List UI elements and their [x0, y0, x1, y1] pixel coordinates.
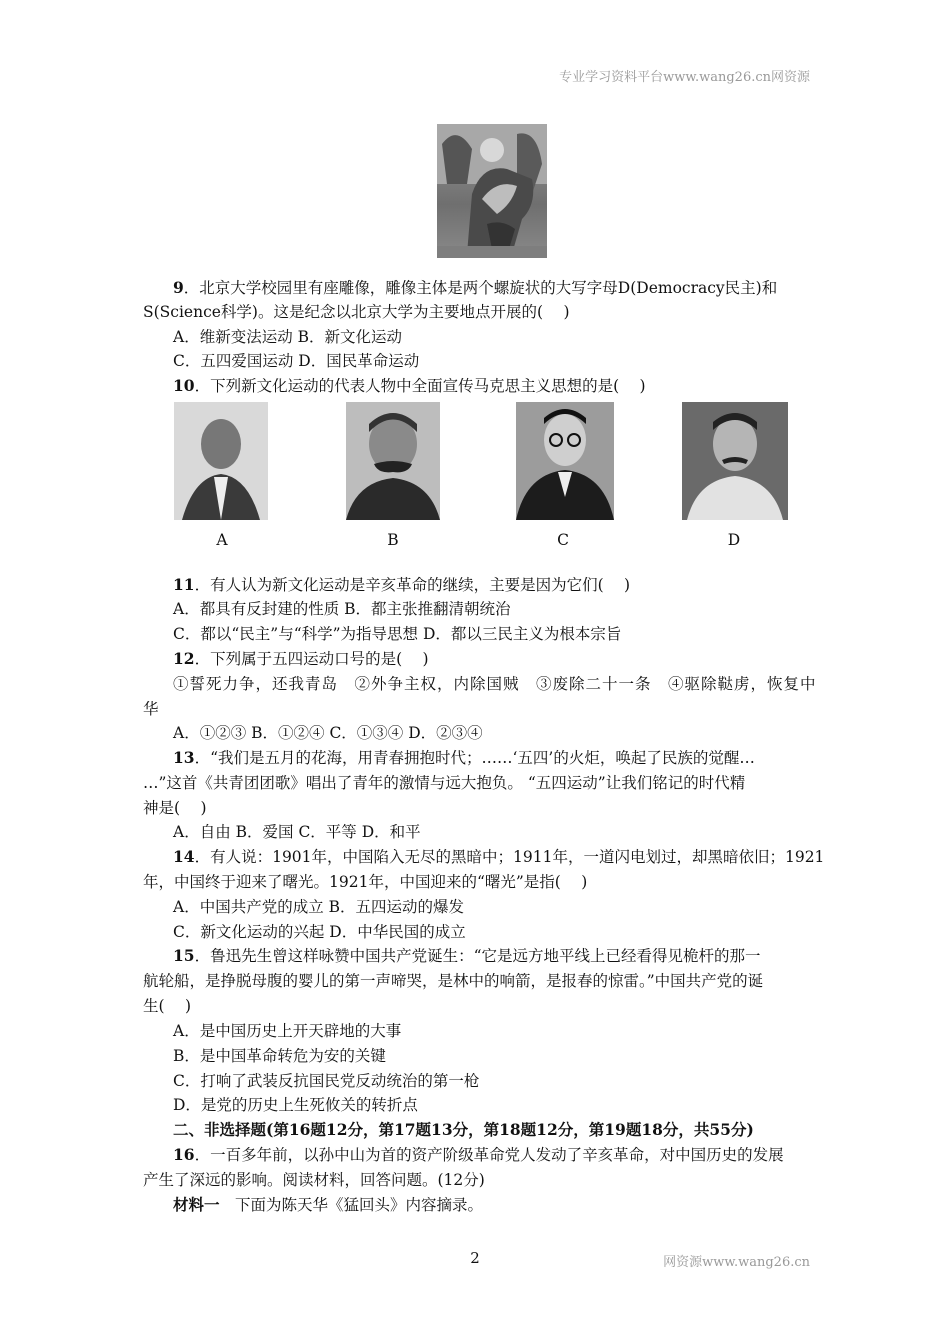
q13-stem-line2: …”这首《共青团团歌》唱出了青年的激情与远大抱负。 “五四运动”让我们铭记的时代精: [143, 774, 746, 792]
q12-text: ．下列属于五四运动口号的是( ): [194, 650, 429, 668]
q15-option-d: D．是党的历史上生死攸关的转折点: [173, 1096, 418, 1114]
caption-b: B: [387, 531, 399, 549]
page-footer: 网资源www.wang26.cn: [663, 1255, 810, 1270]
q9-options-cd: C．五四爱国运动 D．国民革命运动: [173, 352, 420, 370]
portrait-c-figure: [516, 402, 614, 520]
q15-option-c: C．打响了武装反抗国民党反动统治的第一枪: [173, 1072, 480, 1090]
q14-number: 14: [173, 847, 195, 866]
q11-number: 11: [173, 575, 195, 594]
q14-stem-line2: 年，中国终于迎来了曙光。1921年，中国迎来的“曙光”是指( ): [143, 873, 588, 891]
q12-stem: [143, 647, 841, 671]
caption-a: A: [216, 531, 228, 549]
q15-stem-line2: 航轮船，是挣脱母腹的婴儿的第一声啼哭，是林中的响箭，是报春的惊雷。”中国共产党的诞: [143, 972, 764, 990]
q16-material: [143, 1193, 841, 1217]
q16-stem-line2: 产生了深远的影响。阅读材料，回答问题。(12分): [143, 1171, 485, 1189]
q12-items-line1: ①誓死力争，还我青岛 ②外争主权，内除国贼 ③废除二十一条 ④驱除鞑虏，恢复中: [173, 675, 817, 693]
portrait-b-figure: [346, 402, 440, 520]
q14-text1: ．有人说：1901年，中国陷入无尽的黑暗中；1911年，一道闪电划过，却黑暗依旧；1921: [194, 848, 825, 866]
portrait-b: [346, 402, 440, 520]
section2-title: 二、非选择题(第16题12分，第17题13分，第18题12分，第19题18分，共55分): [173, 1120, 754, 1139]
caption-c: C: [557, 531, 569, 549]
q10-stem: [143, 374, 841, 398]
page-header: 专业学习资料平台www.wang26.cn网资源: [559, 70, 810, 85]
portrait-a: [174, 402, 268, 520]
q11-text: ．有人认为新文化运动是辛亥革命的继续，主要是因为它们( ): [194, 576, 631, 594]
q12-options: A．①②③ B．①②④ C．①③④ D．②③④: [173, 724, 483, 742]
q12-items-line2: 华: [143, 700, 159, 718]
sculpture-photo: [437, 124, 547, 258]
caption-d: D: [727, 531, 741, 549]
q11-options-cd: C．都以“民主”与“科学”为指导思想 D．都以三民主义为根本宗旨: [173, 625, 622, 643]
portrait-c: [516, 402, 614, 520]
q16-material-label: 材料一: [173, 1195, 220, 1214]
q10-text: ．下列新文化运动的代表人物中全面宣传马克思主义思想的是( ): [194, 377, 646, 395]
q14-options-cd: C．新文化运动的兴起 D．中华民国的成立: [173, 923, 466, 941]
portrait-a-figure: [174, 402, 268, 520]
q15-stem-line3: 生( ): [143, 997, 192, 1015]
q13-text1: ．“我们是五月的花海，用青春拥抱时代；……‘五四’的火炬，唤起了民族的觉醒…: [194, 749, 755, 767]
q12-number: 12: [173, 649, 195, 668]
q13-number: 13: [173, 748, 195, 767]
q15-stem-line1: [143, 944, 841, 968]
portrait-d-figure: [682, 402, 788, 520]
q15-option-b: B．是中国革命转危为安的关键: [173, 1047, 386, 1065]
q9-number: 9: [173, 278, 184, 297]
q10-number: 10: [173, 376, 195, 395]
q11-options-ab: A．都具有反封建的性质 B．都主张推翻清朝统治: [173, 600, 511, 618]
q15-text1: ．鲁迅先生曾这样咏赞中国共产党诞生：“它是远方地平线上已经看得见桅杆的那一: [194, 947, 761, 965]
q16-number: 16: [173, 1145, 195, 1164]
q15-number: 15: [173, 946, 195, 965]
q14-stem-line1: [143, 845, 841, 869]
q16-material-text: 下面为陈天华《猛回头》内容摘录。: [219, 1196, 484, 1214]
q15-option-a: A．是中国历史上开天辟地的大事: [173, 1022, 402, 1040]
q11-stem: [143, 573, 841, 597]
q13-options: A．自由 B．爱国 C．平等 D．和平: [173, 823, 421, 841]
q9-stem-line2: S(Science科学)。这是纪念以北京大学为主要地点开展的( ): [143, 303, 570, 321]
q14-options-ab: A．中国共产党的成立 B．五四运动的爆发: [173, 898, 465, 916]
q9-stem-line1: [143, 276, 841, 300]
q16-text1: ．一百多年前，以孙中山为首的资产阶级革命党人发动了辛亥革命，对中国历史的发展: [194, 1146, 784, 1164]
q9-options-ab: A．维新变法运动 B．新文化运动: [173, 328, 403, 346]
q13-stem-line1: [143, 746, 841, 770]
q16-stem-line1: [143, 1143, 841, 1167]
q13-stem-line3: 神是( ): [143, 799, 207, 817]
portrait-d: [682, 402, 788, 520]
sculpture-illustration: [437, 124, 547, 258]
page-number: 2: [470, 1249, 480, 1267]
q9-text1: ．北京大学校园里有座雕像，雕像主体是两个螺旋状的大写字母D(Democracy民主)和: [183, 279, 778, 297]
